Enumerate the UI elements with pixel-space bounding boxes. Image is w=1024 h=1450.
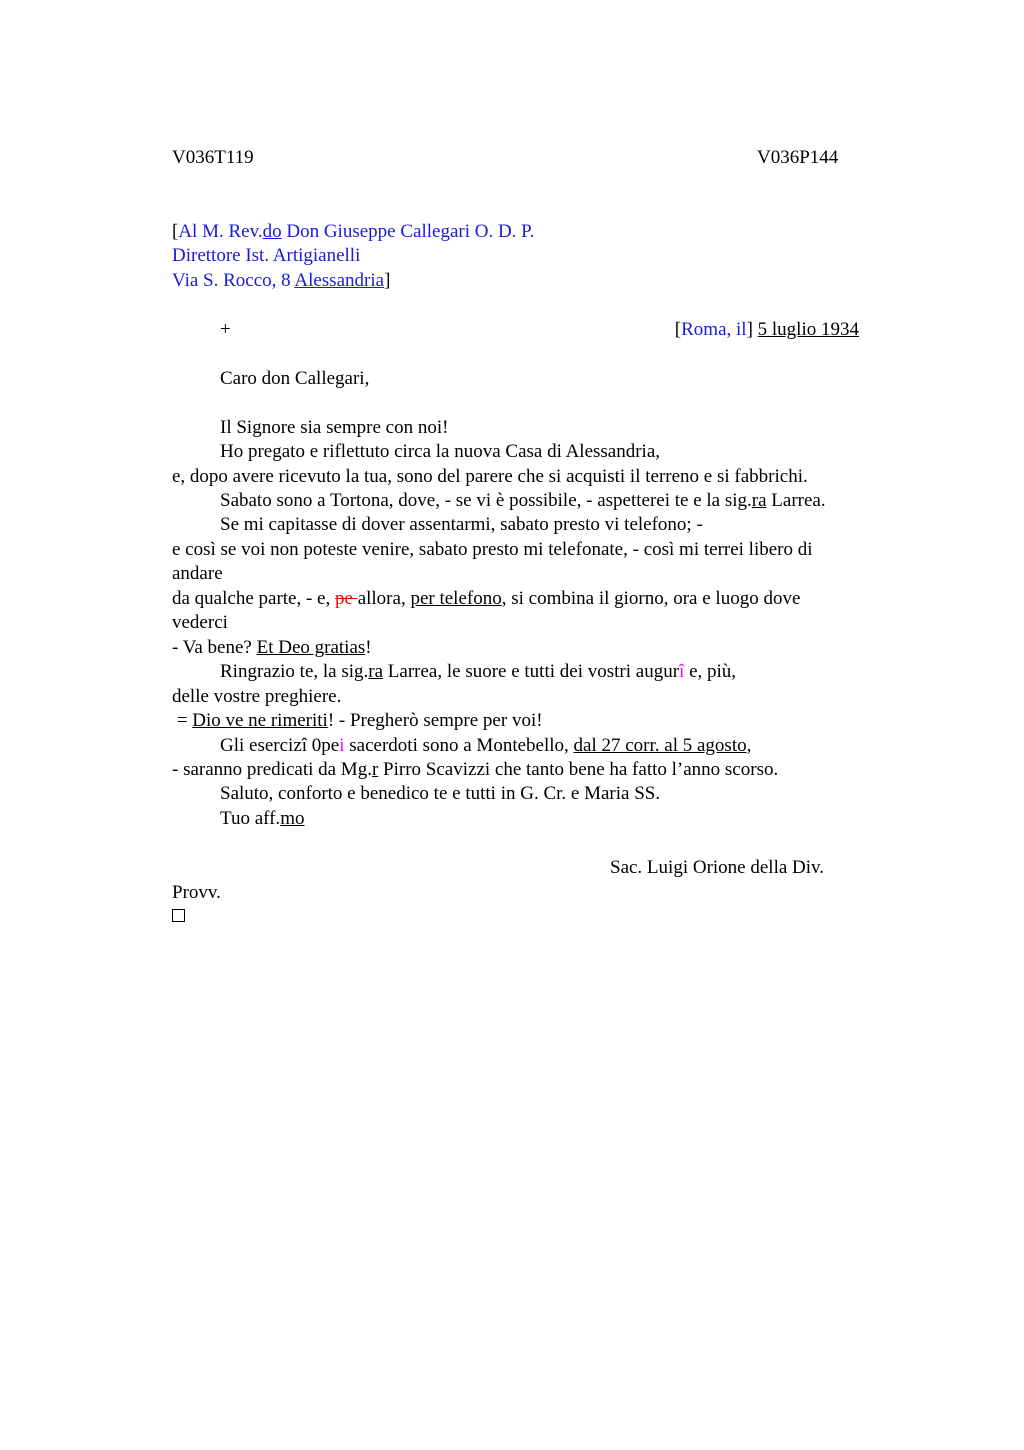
body-line-5: Se mi capitasse di dover assentarmi, sabato presto vi telefono; - bbox=[220, 514, 703, 535]
body-line-2: Ho pregato e riflettuto circa la nuova Casa di Alessandria, bbox=[220, 441, 661, 462]
underlined-abbrev: ra bbox=[368, 661, 384, 682]
signature-line-2: Provv. bbox=[172, 882, 221, 903]
body-line-1: Il Signore sia sempre con noi! bbox=[220, 417, 449, 438]
text: Larrea, le suore e tutti dei vostri augur bbox=[383, 661, 680, 682]
signature-line-1: Sac. Luigi Orione della Div. bbox=[610, 857, 825, 878]
text: Tuo aff. bbox=[220, 808, 281, 829]
text: sacerdoti sono a Montebello, bbox=[344, 735, 574, 756]
highlighted-char: î bbox=[679, 661, 685, 682]
address-recipient-name: Don Giuseppe Callegari O. D. P. bbox=[281, 221, 535, 242]
text: - Va bene? bbox=[172, 637, 257, 658]
address-line-1 bbox=[172, 220, 534, 244]
text: e, più, bbox=[684, 661, 737, 682]
text: Pirro Scavizzi che tanto bene ha fatto l’anno scorso. bbox=[378, 759, 779, 780]
body-line-14 bbox=[220, 734, 751, 758]
bracket-open: [ bbox=[172, 221, 179, 242]
body-line-13 bbox=[172, 709, 543, 733]
underlined-phrase: Dio ve ne rimeriti bbox=[192, 710, 328, 731]
dateline-place: Roma, il bbox=[681, 319, 747, 340]
body-line-12: delle vostre preghiere. bbox=[172, 686, 342, 707]
body-line-6: e così se voi non poteste venire, sabato presto mi telefonate, - così mi terrei libero di bbox=[172, 539, 813, 560]
highlighted-char: i bbox=[339, 735, 345, 756]
text: Gli esercizî bbox=[220, 735, 308, 756]
text: - saranno predicati da Mg. bbox=[172, 759, 372, 780]
address-abbrev-superscript: do bbox=[262, 221, 282, 242]
body-line-10 bbox=[172, 636, 372, 660]
text: Ringrazio te, la sig. bbox=[220, 661, 369, 682]
underlined-phrase: Et Deo gratias bbox=[256, 637, 366, 658]
dateline-bracket-close: ] bbox=[746, 319, 758, 340]
cross-mark: + bbox=[220, 319, 231, 340]
underlined-abbrev: ra bbox=[751, 490, 767, 511]
address-street: Via S. Rocco, 8 bbox=[172, 270, 295, 291]
text: Larrea. bbox=[766, 490, 826, 511]
body-line-11 bbox=[220, 660, 736, 684]
dateline bbox=[675, 318, 859, 342]
address-line-3 bbox=[172, 269, 390, 293]
text: ! bbox=[365, 637, 372, 658]
address-recipient-title: Al M. Rev. bbox=[178, 221, 263, 242]
end-mark-box-icon bbox=[172, 905, 185, 929]
body-line-16: Saluto, conforto e benedico te e tutti in G. Cr. e Maria SS. bbox=[220, 783, 661, 804]
underlined-phrase: per telefono bbox=[410, 588, 502, 609]
text: 0pe bbox=[307, 735, 340, 756]
document-code-right: V036P144 bbox=[757, 147, 839, 168]
underlined-abbrev: mo bbox=[280, 808, 305, 829]
body-line-15 bbox=[172, 758, 778, 782]
deleted-text: pe bbox=[335, 588, 358, 609]
address-city: Alessandria bbox=[294, 270, 385, 291]
bracket-close: ] bbox=[384, 270, 391, 291]
text: Sabato sono a Tortona, dove, - se vi è possibile, - aspetterei te e la sig. bbox=[220, 490, 752, 511]
text: allora, bbox=[357, 588, 411, 609]
body-line-9: vederci bbox=[172, 612, 228, 633]
document-code-left: V036T119 bbox=[172, 147, 254, 168]
dateline-date: 5 luglio 1934 bbox=[757, 319, 859, 340]
body-line-8 bbox=[172, 587, 800, 611]
text: , bbox=[746, 735, 752, 756]
underlined-abbrev: r bbox=[371, 759, 379, 780]
salutation: Caro don Callegari, bbox=[220, 368, 370, 389]
text: ! - Pregherò sempre per voi! bbox=[327, 710, 543, 731]
text: , si combina il giorno, ora e luogo dove bbox=[501, 588, 801, 609]
body-line-3: e, dopo avere ricevuto la tua, sono del parere che si acquisti il terreno e si fabbrichi. bbox=[172, 466, 808, 487]
dateline-bracket-open: [ bbox=[674, 319, 682, 340]
address-line-2: Direttore Ist. Artigianelli bbox=[172, 245, 361, 266]
body-line-4 bbox=[220, 489, 826, 513]
text: = bbox=[172, 710, 193, 731]
body-line-7: andare bbox=[172, 563, 223, 584]
text: da qualche parte, - e, bbox=[172, 588, 335, 609]
body-line-17 bbox=[220, 807, 304, 831]
underlined-phrase: dal 27 corr. al 5 agosto bbox=[573, 735, 747, 756]
